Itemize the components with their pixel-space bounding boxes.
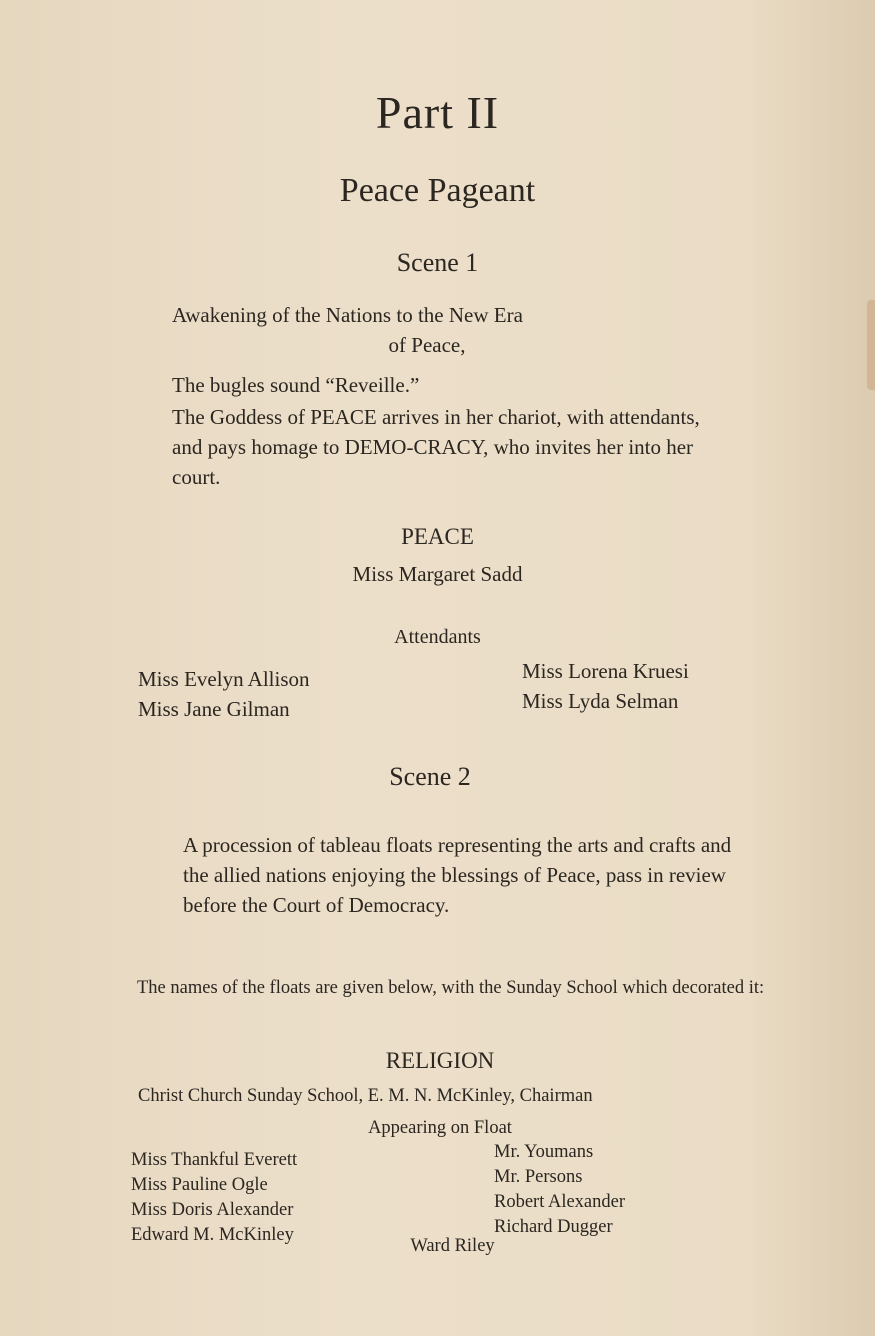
appearing-label: Appearing on Float [368,1118,512,1138]
list-item: Miss Lorena Kruesi [522,659,689,683]
torn-edge [867,300,875,390]
bugles-text: The bugles sound “Reveille.” [172,373,420,397]
ward-riley-name: Ward Riley [410,1236,495,1256]
attendants-label: Attendants [394,626,481,648]
part-title: Part II [375,87,500,138]
list-item: Edward M. McKinley [131,1225,294,1245]
awakening-text [172,300,712,360]
list-item: Miss Jane Gilman [138,697,290,721]
list-item: Miss Thankful Everett [131,1150,298,1170]
list-item: Mr. Persons [494,1167,583,1187]
pageant-title: Peace Pageant [339,172,536,209]
awakening-line-1: Awakening of the Nations to the New Era [172,303,523,327]
list-item: Richard Dugger [494,1217,613,1237]
peace-label: PEACE [401,524,474,549]
attendants-left-list [138,664,310,724]
scene-2-title: Scene 2 [389,762,471,791]
attendants-right-list [522,656,689,716]
list-item: Mr. Youmans [494,1142,594,1162]
float-left-list [131,1148,297,1248]
floats-intro-text: The names of the floats are given below, with the Sunday School which decorated it: [137,978,765,998]
float-right-list [494,1140,625,1240]
religion-label: RELIGION [385,1048,495,1073]
peace-name: Miss Margaret Sadd [352,562,523,586]
list-item: Robert Alexander [494,1192,625,1212]
list-item: Miss Lyda Selman [522,689,679,713]
christ-church-line: Christ Church Sunday School, E. M. N. McKinley, Chairman [138,1086,593,1106]
list-item: Miss Evelyn Allison [138,667,310,691]
list-item: Miss Doris Alexander [131,1200,294,1220]
scene-1-title: Scene 1 [396,248,479,277]
goddess-text: The Goddess of PEACE arrives in her chariot, with attendants, and pays homage to DEMO-CRACY, who invites her into her court. [172,405,700,489]
awakening-line-2: of Peace, [388,333,466,357]
procession-text: A procession of tableau floats representing the arts and crafts and the allied nations enjoying the blessings of Peace, pass in review before the Court of Democracy. [183,833,732,917]
list-item: Miss Pauline Ogle [131,1175,268,1195]
